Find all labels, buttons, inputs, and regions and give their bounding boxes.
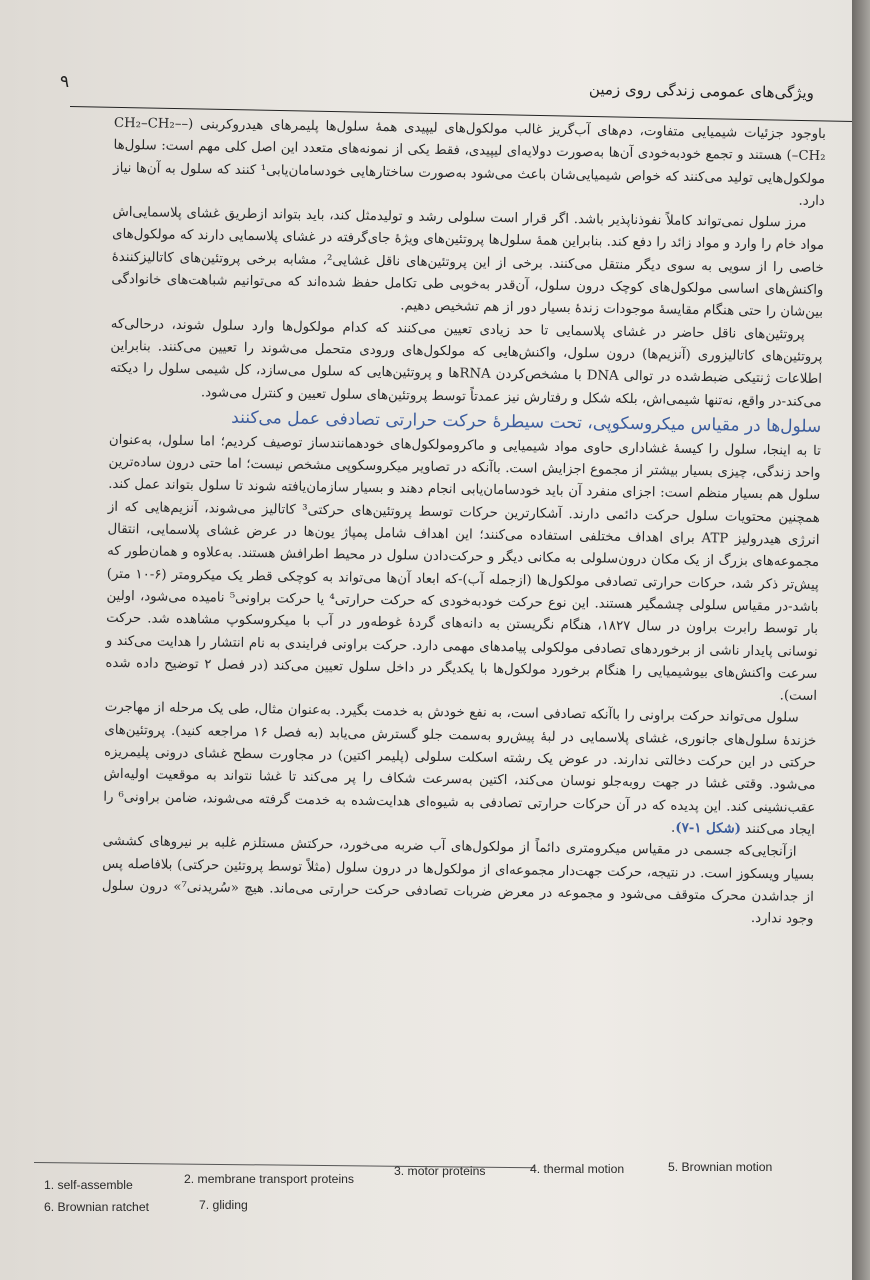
footnote-4: 4. thermal motion bbox=[530, 1162, 625, 1176]
paragraph-2: مرز سلول نمی‌تواند کاملاً نفوذناپذیر باشد. اگر قرار است سلولی رشد و تولیدمثل کند، باید بتواند ازطریق غشای پلاسمایی‌اش مواد خام را وارد و مواد زائد را دفع کند. بنابراین همهٔ سلول‌ها پروتئین‌های ویژهٔ جای‌گرفته در غشای پلاسمایی دارند که مولکول‌های خاصی را از سویی به سوی دیگر منتقل می‌کنند. برخی از این پروتئین‌های ناقل غشایی²، مشابه برخی پروتئین‌های کاتالیزکنندهٔ واکنش‌های اساسی مولکول‌های کوچک درون سلول، آن‌قدر به‌خوبی طی تکامل حفظ شده‌اند که می‌توانیم شباهت‌های خانوادگی بین‌شان را حتی هنگام مقایسهٔ موجودات زندهٔ بسیار دور از هم تشخیص دهیم. bbox=[111, 204, 825, 321]
footnote-3: 3. motor proteins bbox=[394, 1164, 486, 1178]
main-text bbox=[101, 113, 826, 931]
paragraph-1: باوجود جزئیات شیمیایی متفاوت، دم‌های آب‌گریز غالب مولکول‌های لیپیدی همهٔ سلول‌ها پلیمرهای هیدروکربنی (–CH₂–CH₂–CH₂–) هستند و تجمع خودبه‌خودی آن‌ها به‌صورت دولایه‌ای لیپیدی، فقط یکی از نمونه‌های متعدد این اصل کلی مهم است: سلول‌ها مولکول‌هایی تولید می‌کنند که خواص شیمیایی‌شان باعث می‌شود به‌صورت ساختارهایی خودسامان‌یابی¹ کنند که سلول به آن‌ها نیاز دارد. bbox=[113, 115, 826, 209]
paragraph-5-text: سلول می‌تواند حرکت براونی را باآنکه تصادفی است، به نفع خودش به خدمت بگیرد. به‌عنوان مثال، طی یک مرحله از مهاجرت خزندهٔ سلول‌های جانوری، غشای پلاسمایی در لبهٔ پیش‌رو به‌سمت جلو گسترش می‌یابد (به فصل ۱۶ مراجعه کنید). پروتئین‌های حرکتی در این حرکت دخالتی ندارند. در عوض یک رشته اسکلت سلولی (پلیمر اکتین) در مجاورت سطح غشای درونی پلیمریزه می‌شود. وقتی غشا در جهت روبه‌جلو نوسان می‌کند، اکتین به‌سرعت شکاف را پر می‌کند تا غشا نتواند به موقعیت اولیه‌اش عقب‌نشینی کند. این پدیده که در آن حرکات حرارتی تصادفی به شیوه‌ای هدایت‌شده به خدمت گرفته می‌شوند، ضامن براونی⁶ را ایجاد می‌کنند bbox=[103, 700, 817, 838]
paragraph-3: پروتئین‌های ناقل حاضر در غشای پلاسمایی تا حد زیادی تعیین می‌کنند که کدام مولکول‌ها وارد سلول شوند، درحالی‌که پروتئین‌های کاتالیزوری (آنزیم‌ها) درون سلول، واکنش‌هایی که مولکول‌های ورودی متحمل می‌شوند را تعیین می‌کنند. بنابراین اطلاعات ژنتیکی ضبط‌شده در توالی DNA با مشخص‌کردن RNAها و پروتئین‌هایی که سلول می‌سازد، کل شیمی سلول را دیکته می‌کند-در واقع، نه‌تنها شیمی‌اش، بلکه شکل و رفتارش نیز عمدتاً توسط پروتئین‌های سلول تعیین و کنترل می‌شود. bbox=[109, 316, 823, 410]
page-edge-shadow bbox=[852, 0, 870, 1280]
footnote-1: 1. self-assemble bbox=[44, 1178, 133, 1192]
footnote-6: 6. Brownian ratchet bbox=[44, 1200, 150, 1214]
paragraph-6: ازآنجایی‌که جسمی در مقیاس میکرومتری دائماً از مولکول‌های آب ضربه می‌خورد، حرکتش مستلزم غلبه بر نیروهای کششی بسیار ویسکوز است. در نتیجه، حرکت جهت‌دار مجموعه‌ای از مولکول‌ها در درون سلول (مثلاً توسط پروتئین حرکتی) بلافاصله پس از جداشدن محرک متوقف می‌شود و مجموعه در معرض ضربات تصادفی حرکت حرارتی می‌ماند. هیچ «سُریدنی⁷» درون سلول وجود ندارد. bbox=[101, 833, 815, 927]
footnote-7: 7. gliding bbox=[199, 1198, 248, 1212]
paragraph-4: تا به اینجا، سلول را کیسهٔ غشاداری حاوی مواد شیمیایی و ماکرومولکول‌های خودهمانندساز توصیف کردیم؛ اما سلول، به‌عنوان واحد زندگی، چیزی بسیار بیشتر از مجموع اجزایش است. باآنکه در تصاویر میکروسکوپی مشخص نیست؛ اما حتی درون ساده‌ترین سلول هم بسیار منظم است: اجزای منفرد آن باید خودسامان‌یابی انجام دهند و بسیار سازمان‌یافته شوند تا سلول بتواند عمل کند. همچنین محتویات سلول حرکت دائمی دارند. آشکارترین حرکات توسط پروتئین‌های حرکتی³ کاتالیز می‌شوند، آنزیم‌هایی که از انرژی هیدرولیز ATP برای اهداف مختلفی استفاده می‌کنند؛ این اهداف شامل پمپاژ یون‌ها در عرض غشای پلاسمایی، انتقال مجموعه‌های بزرگ از یک مکان درون‌سلولی به مکانی دیگر و حرکت‌دادن سلول در محیط اطرافش هستند. به‌علاوه و همان‌طور که پیش‌تر ذکر شد، حرکات حرارتی تصادفی مولکول‌ها (ازجمله آب)-که ابعاد آن‌ها می‌تواند به کوچکی قطر یک میکرومتر (۶-۱۰ متر) باشد-در مقیاس سلولی چشمگیر هستند. این نوع حرکت خودبه‌خودی که حرکت حرارتی⁴ یا حرکت براونی⁵ نامیده می‌شود، اولین بار توسط رابرت براون در سال ۱۸۲۷، هنگام نگریستن به دانه‌های گردهٔ غوطه‌ور در آب با میکروسکوپ مشاهده شد. حرکت نوسانی پایدار ناشی از برخوردهای تصادفی مولکولی پیامدهای مهمی دارد. حرکت براونی فرایندی به نام انتشار را هدایت می‌کند و سرعت واکنش‌های بیوشیمیایی را هنگام برخورد مولکول‌ها با یکدیگر در داخل سلول تعیین می‌کند (در فصل ۲ توضیح داده شده است). bbox=[105, 432, 821, 705]
paragraph-5: سلول می‌تواند حرکت براونی را باآنکه تصادفی است، به نفع خودش به خدمت بگیرد. به‌عنوان مثال، طی یک مرحله از مهاجرت خزندهٔ سلول‌های جانوری، غشای پلاسمایی در لبهٔ پیش‌رو به‌سمت جلو گسترش می‌یابد (به فصل ۱۶ مراجعه کنید). پروتئین‌های حرکتی در این حرکت دخالتی ندارند. در عوض یک رشته اسکلت سلولی (پلیمر اکتین) در مجاورت سطح غشای درونی پلیمریزه می‌شود. وقتی غشا در جهت روبه‌جلو نوسان می‌کند، اکتین به‌سرعت شکاف را پر می‌کند تا غشا نتواند به موقعیت اولیه‌اش عقب‌نشینی کند. این پدیده که در آن حرکات حرارتی تصادفی به شیوه‌ای هدایت‌شده به خدمت گرفته می‌شوند، ضامن براونی⁶ را ایجاد می‌کنند (شکل ۱-۷). bbox=[103, 700, 817, 838]
page-number: ۹ bbox=[60, 72, 70, 92]
footnote-5: 5. Brownian motion bbox=[668, 1160, 773, 1174]
footnote-2: 2. membrane transport proteins bbox=[184, 1172, 355, 1186]
running-head: ویژگی‌های عمومی زندگی روی زمین bbox=[588, 80, 815, 102]
section-heading: سلول‌ها در مقیاس میکروسکوپی، تحت سیطرهٔ حرکت حرارتی تصادفی عمل می‌کنند bbox=[231, 407, 822, 437]
figure-reference[interactable]: (شکل ۱-۷) bbox=[675, 820, 742, 837]
